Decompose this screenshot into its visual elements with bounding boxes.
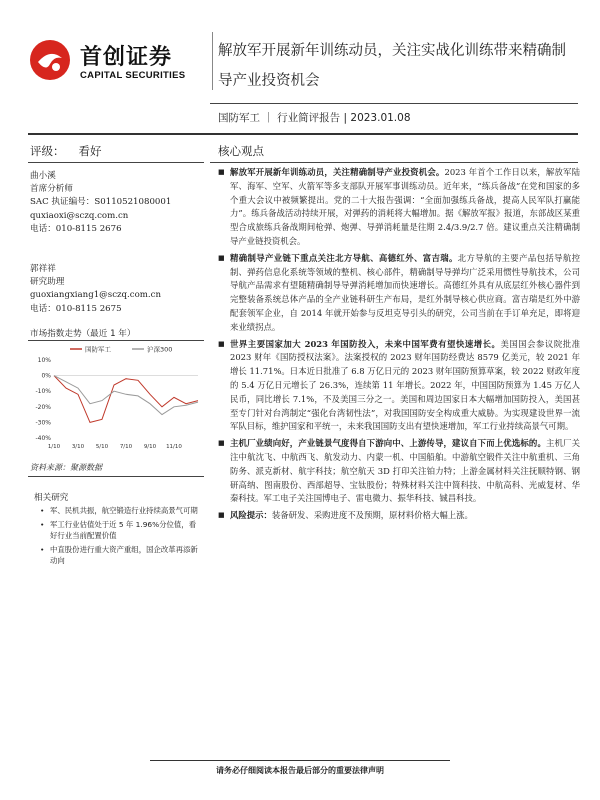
report-subtitle: 国防军工 ｜ 行业简评报告 | 2023.01.08 bbox=[218, 112, 411, 124]
header-divider bbox=[212, 32, 213, 90]
related-research-item[interactable]: • 军工行业估值处于近 5 年 1.96%分位值，看好行业当前配置价值 bbox=[38, 519, 203, 541]
analyst-block-1 bbox=[30, 170, 171, 236]
chart-rule bbox=[28, 340, 204, 341]
related-research-list bbox=[38, 505, 203, 569]
core-view-lead: 世界主要国家加大 2023 年国防投入，未来中国军费有望快速增长。 bbox=[230, 338, 501, 349]
analyst-role: 首席分析师 bbox=[30, 184, 73, 195]
footer-rule bbox=[150, 760, 450, 761]
x-tick-label: 3/10 bbox=[71, 444, 85, 450]
y-tick-label: -30% bbox=[35, 419, 51, 427]
rating-rule bbox=[28, 162, 204, 163]
related-research-item[interactable]: • 中直股份进行重大资产重组，国企改革再添新动向 bbox=[38, 544, 203, 566]
legend-label: 沪深300 bbox=[147, 345, 173, 354]
brand-name-en: CAPITAL SECURITIES bbox=[80, 70, 186, 81]
x-tick-label: 7/10 bbox=[119, 444, 133, 450]
y-tick-label: -10% bbox=[35, 388, 51, 396]
core-view-item bbox=[218, 437, 580, 506]
x-tick-label: 5/10 bbox=[95, 444, 109, 450]
core-views-title: 核心观点 bbox=[218, 144, 264, 158]
core-view-text: 装备研发、采购进度不及预期，原材料价格大幅上涨。 bbox=[271, 510, 473, 521]
y-tick-label: 10% bbox=[37, 357, 51, 364]
legend-label: 国防军工 bbox=[85, 345, 111, 354]
capital-securities-logo-icon bbox=[28, 38, 72, 82]
market-chart-title: 市场指数走势（最近 1 年） bbox=[30, 329, 136, 339]
related-research-title: 相关研究 bbox=[34, 493, 69, 503]
y-tick-label: 0% bbox=[41, 372, 51, 380]
analyst-role: 研究助理 bbox=[30, 277, 65, 288]
analyst-email[interactable]: quxiaoxi@sczq.com.cn bbox=[30, 210, 129, 221]
core-view-lead: 解放军开展新年训练动员，关注精确制导产业投资机会。 bbox=[230, 167, 445, 177]
legal-notice: 请务必仔细阅读本报告最后部分的重要法律声明 bbox=[216, 766, 384, 775]
analyst-phone: 电话：010-8115 2675 bbox=[30, 303, 122, 314]
x-tick-label: 1/10 bbox=[47, 444, 61, 450]
rating-value: 看好 bbox=[78, 144, 102, 158]
analyst-email[interactable]: guoxiangxiang1@sczq.com.cn bbox=[30, 290, 161, 301]
core-views-list bbox=[218, 166, 580, 526]
analyst-license: SAC 执证编号：S0110521080001 bbox=[30, 197, 172, 208]
related-research-item[interactable]: • 军、民机共振，航空锻造行业持续高景气可期 bbox=[38, 505, 203, 516]
core-view-item bbox=[218, 166, 580, 249]
series-line-csi300 bbox=[54, 376, 198, 415]
core-view-lead: 精确制导产业链下重点关注北方导航、高德红外、富吉瑞。 bbox=[230, 252, 458, 263]
header-rule bbox=[210, 103, 578, 104]
analyst-block-2 bbox=[30, 263, 161, 316]
core-view-item bbox=[218, 338, 580, 435]
x-tick-label: 11/10 bbox=[166, 444, 182, 450]
rating bbox=[30, 143, 102, 159]
core-view-item bbox=[218, 509, 580, 523]
company-logo bbox=[28, 36, 208, 96]
analyst-name: 曲小溪 bbox=[30, 171, 56, 181]
chart-source: 资料来源：聚源数据 bbox=[30, 463, 102, 472]
core-view-text: 主机厂关注中航沈飞、中航西飞、航发动力、内蒙一机、中国船舶。中游航空锻件关注中航重机、三角防务、派克新材、航宇科技；航空航天 3D 打印关注铂力特；上游金属材料关注抚顺特钢、钢研高纳、图南股份、西部超导、宝钛股份；特殊材料关注中简科技、中航高科、光威复材、华秦科技。军工电子关注国博电子、雷电微力、振华科技、铖昌科技。 bbox=[230, 438, 581, 504]
report-title: 解放军开展新年训练动员，关注实战化训练带来精确制导产业投资机会 bbox=[218, 43, 566, 89]
brand-name-cn: 首创证券 bbox=[80, 45, 173, 70]
rating-label: 评级： bbox=[30, 144, 65, 158]
y-tick-label: -20% bbox=[35, 403, 51, 411]
analyst-name: 郭祥祥 bbox=[30, 264, 56, 274]
series-line-defense bbox=[54, 376, 198, 423]
core-view-text: 美国国会参议院批准 2023 财年《国防授权法案》。法案授权的 2023 财年国防经费达 8579 亿美元，较 2021 年增长 11.71%。日本近日批准了 6.8 万亿日元的 2023 财年国防预算草案，较 2022 财政年度的 5.4 万亿日元增长了 26.3%，连续第 11 年增长。2022 年，中国国防预算为 1.45 万亿人民币，同比增长 7.1%，不及美国三分之一。美国和周边国家日本大幅增加国防投入，美国甚至专门针对台湾制定“强化台湾韧性法”，对我国国防安全构成重大威胁。为实现建设世界一流军队目标，维护国家和平统一，未来我国国防支出有望快速增加，军工行业持续高景气可期。 bbox=[230, 338, 580, 432]
core-view-lead: 主机厂业绩向好，产业链景气度得自下游向中、上游传导，建议自下而上优选标的。 bbox=[230, 438, 547, 449]
market-index-chart bbox=[30, 342, 202, 454]
analyst-phone: 电话：010-8115 2676 bbox=[30, 223, 122, 234]
core-view-lead: 风险提示： bbox=[230, 510, 272, 521]
core-views-rule bbox=[210, 162, 578, 163]
y-tick-label: -40% bbox=[35, 435, 51, 442]
core-view-text: 2023 年首个工作日以来，解放军陆军、海军、空军、火箭军等多支部队开展军事训练动员。近年来，“练兵备战”在党和国家的多个重大会议中被频繁提出。党的二十大报告强调：“全面加强练兵备战，提高人民军队打赢能力”。练兵备战活动持续开展，对弹药的消耗将大幅增加。据《解放军报》报道，东部战区某重型合成旅练兵备战期间枪弹、炮弹、导弹消耗量是往期 2.4/3.9/2.7 倍。建议重点关注精确制导产业链投资机会。 bbox=[230, 167, 580, 246]
core-view-text: 北方导航的主要产品包括导航控制、弹药信息化系统等领域的整机、核心部件，精确制导导弹均广泛采用惯性导航技术，公司导航产品需求有望随精确制导导弹消耗增加而快速增长。高德红外具有从底层红外核心器件到完整装备系统总体产品的全产业链科研生产布局，是红外制导核心供应商。富吉瑞是红外中游配套领军企业，自 2014 年就开始参与反坦克导引头的研究，公司当前在手订单充足，即将迎来业绩拐点。 bbox=[230, 252, 580, 332]
section-rule bbox=[28, 133, 578, 135]
source-rule bbox=[28, 476, 204, 477]
core-view-item bbox=[218, 252, 580, 335]
x-tick-label: 9/10 bbox=[143, 444, 157, 450]
